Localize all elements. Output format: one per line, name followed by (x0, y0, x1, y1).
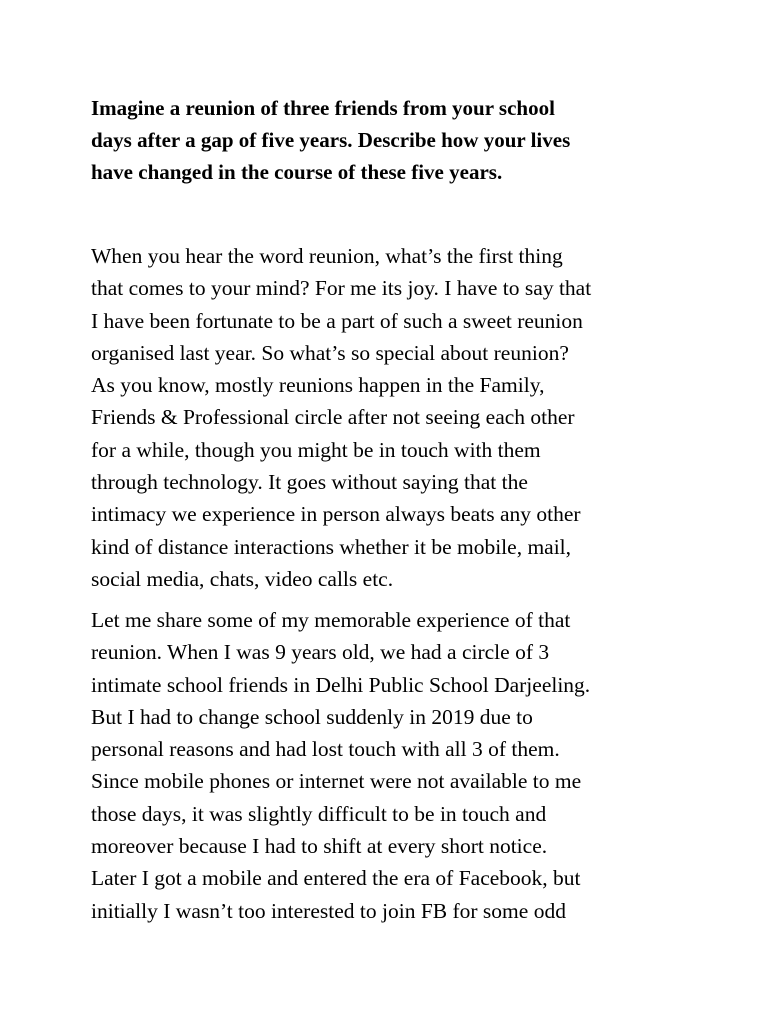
paragraph-line: personal reasons and had lost touch with all 3 of them. (91, 737, 560, 762)
paragraph-line: social media, chats, video calls etc. (91, 566, 394, 591)
paragraph-line: moreover because I had to shift at every short notice. (91, 834, 548, 859)
paragraph-line: initially I wasn’t too interested to join FB for some odd (91, 898, 566, 923)
paragraph-line: for a while, though you might be in touch with them (91, 437, 541, 462)
heading-line: Imagine a reunion of three friends from your school (91, 96, 555, 120)
paragraph-line: those days, it was slightly difficult to be in touch and (91, 801, 547, 826)
paragraph-line: As you know, mostly reunions happen in the Family, (91, 373, 545, 398)
paragraph-line: reunion. When I was 9 years old, we had a circle of 3 (91, 640, 550, 665)
paragraph-line: Friends & Professional circle after not seeing each other (91, 405, 575, 430)
paragraph-line: that comes to your mind? For me its joy. I have to say that (91, 276, 592, 301)
essay-question-heading (91, 92, 691, 188)
paragraph-line: But I had to change school suddenly in 2019 due to (91, 704, 533, 729)
heading-line: days after a gap of five years. Describe how your lives (91, 128, 571, 152)
paragraph-line: through technology. It goes without saying that the (91, 470, 528, 495)
paragraph-line: I have been fortunate to be a part of such a sweet reunion (91, 308, 583, 333)
paragraph-line: intimate school friends in Delhi Public School Darjeeling. (91, 672, 591, 697)
paragraph-line: When you hear the word reunion, what’s the first thing (91, 244, 563, 268)
body-paragraph-1 (91, 240, 711, 595)
paragraph-line: organised last year. So what’s so special about reunion? (91, 340, 569, 365)
paragraph-line: Later I got a mobile and entered the era of Facebook, but (91, 866, 581, 891)
paragraph-line: kind of distance interactions whether it be mobile, mail, (91, 534, 572, 559)
heading-line: have changed in the course of these five years. (91, 160, 503, 184)
paragraph-line: Since mobile phones or internet were not available to me (91, 769, 582, 794)
paragraph-line: Let me share some of my memorable experience of that (91, 608, 571, 632)
paragraph-line: intimacy we experience in person always beats any other (91, 502, 581, 527)
body-paragraph-2 (91, 604, 711, 927)
